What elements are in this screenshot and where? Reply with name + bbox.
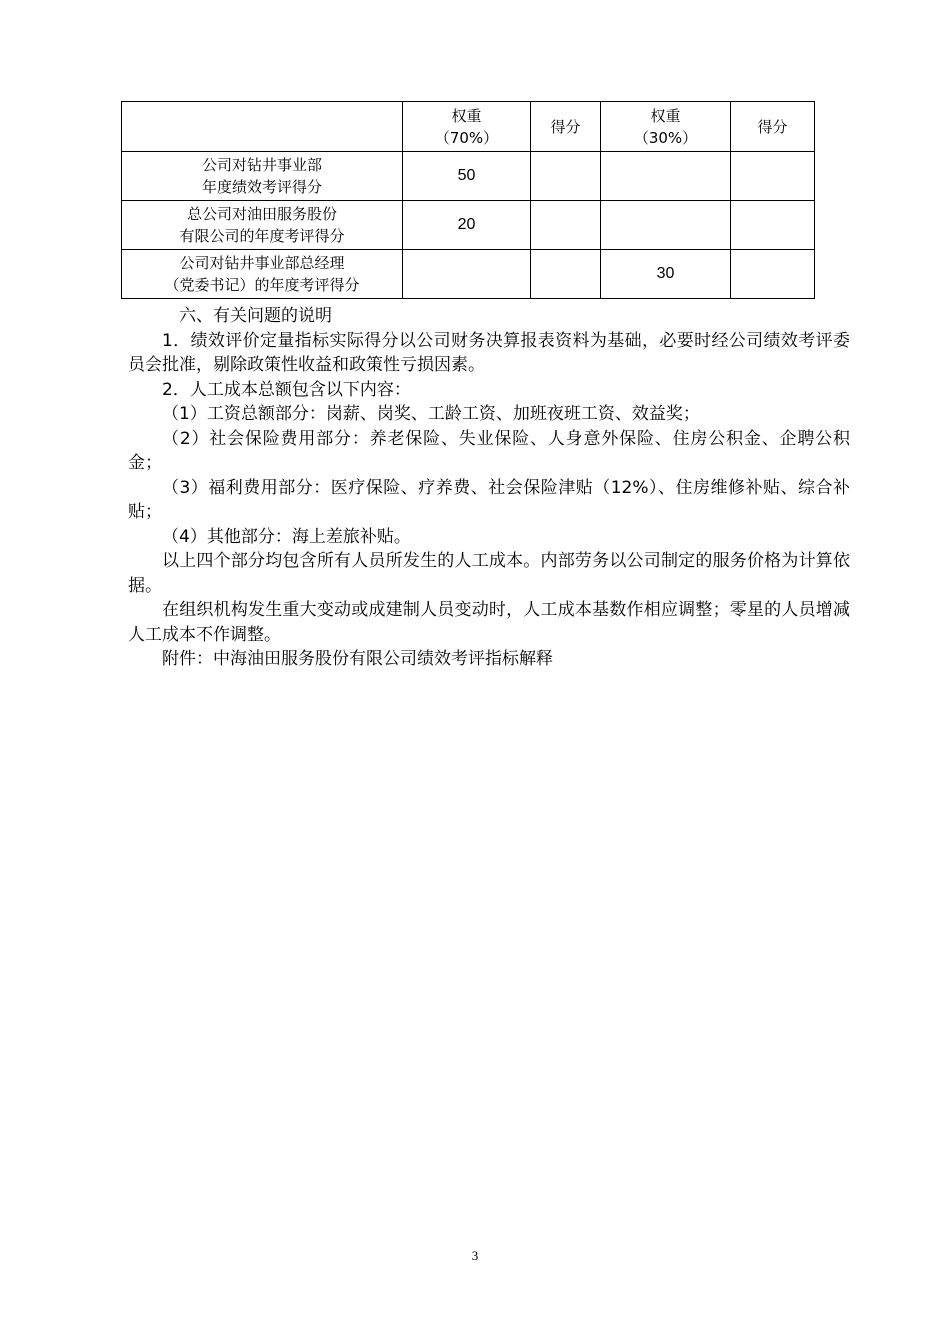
- list-item: （2）社会保险费用部分：养老保险、失业保险、人身意外保险、住房公积金、企聘公积金；: [128, 428, 850, 473]
- list-item: （4）其他部分：海上差旅补贴。: [162, 526, 411, 547]
- weight-70-value: 20: [403, 201, 531, 250]
- row-label-line: （党委书记）的年度考评得分: [164, 276, 360, 294]
- header-weight-percent: （30%）: [633, 128, 698, 147]
- header-weight-70-cell: [403, 102, 531, 152]
- score-30-value: [731, 152, 815, 201]
- header-score-cell: 得分: [531, 102, 601, 152]
- row-label-line: 年度绩效考评得分: [201, 178, 322, 196]
- list-item: （3）福利费用部分：医疗保险、疗养费、社会保险津贴（12%）、住房维修补贴、综合补贴；: [128, 477, 850, 522]
- paragraph: 2．人工成本总额包含以下内容：: [162, 379, 411, 400]
- weight-70-value: 50: [403, 152, 531, 201]
- score-table: [121, 101, 815, 299]
- weight-30-value: 30: [601, 250, 731, 299]
- score-30-value: [731, 250, 815, 299]
- header-weight-label: 权重: [451, 106, 482, 125]
- section-heading: 六、有关问题的说明: [179, 306, 332, 326]
- list-item: （1）工资总额部分：岗薪、岗奖、工龄工资、加班夜班工资、效益奖；: [162, 404, 700, 424]
- paragraph: 1．绩效评价定量指标实际得分以公司财务决算报表资料为基础，必要时经公司绩效考评委员会批准，剔除政策性收益和政策性亏损因素。: [128, 330, 850, 375]
- header-weight-label: 权重: [650, 106, 681, 125]
- row-label-line: 总公司对油田服务股份: [186, 205, 337, 223]
- paragraph: 在组织机构发生重大变动或成建制人员变动时，人工成本基数作相应调整；零星的人员增减人工成本不作调整。: [128, 600, 850, 645]
- score-70-value: [531, 250, 601, 299]
- paragraph: 以上四个部分均包含所有人员所发生的人工成本。内部劳务以公司制定的服务价格为计算依据。: [128, 551, 850, 596]
- score-30-value: [731, 201, 815, 250]
- header-blank-cell: [122, 102, 403, 152]
- weight-30-value: [601, 201, 731, 250]
- table-row: [122, 250, 815, 299]
- document-body: [128, 304, 850, 672]
- row-label-cell: [122, 152, 403, 201]
- header-weight-30-cell: [601, 102, 731, 152]
- header-score-cell: 得分: [731, 102, 815, 152]
- score-70-value: [531, 201, 601, 250]
- row-label-line: 公司对钻井事业部总经理: [179, 254, 345, 272]
- table-header-row: [122, 102, 815, 152]
- table-row: [122, 201, 815, 250]
- header-weight-percent: （70%）: [434, 128, 499, 147]
- row-label-line: 公司对钻井事业部: [201, 156, 322, 174]
- row-label-line: 有限公司的年度考评得分: [179, 227, 345, 245]
- page-number: 3: [471, 1248, 479, 1263]
- row-label-cell: [122, 201, 403, 250]
- table-row: [122, 152, 815, 201]
- weight-30-value: [601, 152, 731, 201]
- attachment-note: 附件：中海油田服务股份有限公司绩效考评指标解释: [162, 649, 553, 669]
- score-70-value: [531, 152, 601, 201]
- weight-70-value: [403, 250, 531, 299]
- row-label-cell: [122, 250, 403, 299]
